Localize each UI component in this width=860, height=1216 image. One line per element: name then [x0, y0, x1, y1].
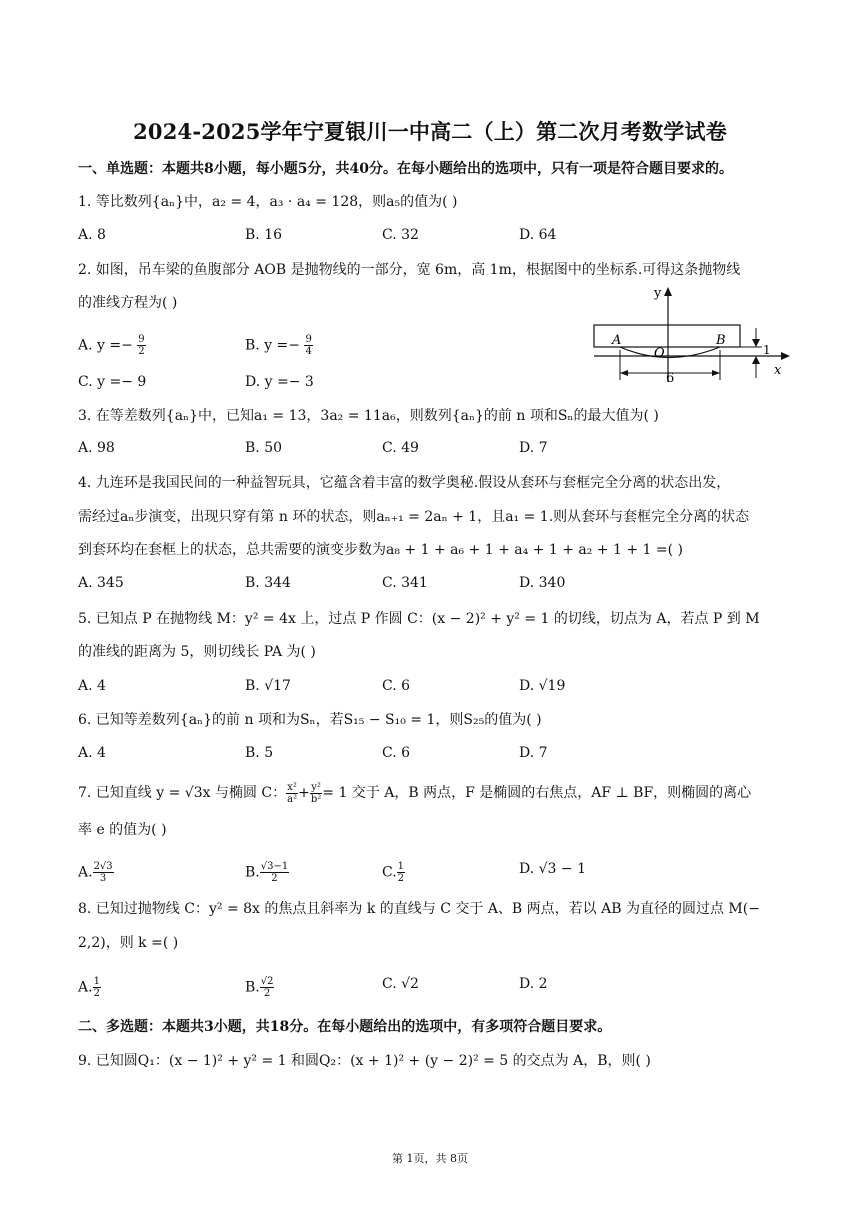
q1-option-b: B. 16 [245, 227, 283, 243]
question-4-line-2: 需经过aₙ步演变，出现只穿有第 n 环的状态，则aₙ₊₁ = 2aₙ + 1，且a₁ = 1.则从套环与套框完全分离的状态 [78, 509, 750, 525]
page-footer: 第 1页，共 8页 [392, 1152, 468, 1165]
q1-option-d: D. 64 [519, 227, 557, 243]
x-axis-arrow [781, 352, 790, 360]
q6-option-d: D. 7 [519, 745, 548, 761]
question-5-options [78, 678, 778, 700]
q3-option-d: D. 7 [519, 440, 548, 456]
q2-option-b-fraction: $\frac{9}{4}$ [305, 334, 312, 357]
q8-option-b: B. $\frac{√2}{2}$ [245, 976, 274, 999]
height-label: 1 [763, 343, 771, 357]
question-4-line-1: 4. 九连环是我国民间的一种益智玩具，它蕴含着丰富的数学奥秘.假设从套环与套框完全分离的状态出发， [78, 475, 731, 491]
question-9-stem: 9. 已知圆Q₁：(x − 1)² + y² = 1 和圆Q₂：(x + 1)² + (y − 2)² = 5 的交点为 A，B，则( ) [78, 1053, 651, 1069]
y-axis-label: y [654, 286, 662, 301]
question-2-stem-line-1: 2. 如图，吊车梁的鱼腹部分 AOB 是抛物线的一部分，宽 6m，高 1m，根据图中的坐标系.可得这条抛物线 [78, 262, 741, 278]
question-1-stem: 1. 等比数列{aₙ}中，a₂ = 4，a₃ · a₄ = 128，则a₅的值为( ) [78, 194, 458, 210]
q3-option-b: B. 50 [245, 440, 283, 456]
q7-x2-over-a2: $\frac{\text{x²}}{\text{a²}}$ [287, 781, 298, 805]
point-a-label: A [612, 333, 622, 348]
question-4-options [78, 575, 778, 597]
height-arrow-bottom [752, 356, 760, 364]
q3-option-a: A. 98 [78, 440, 115, 456]
page-title: 2024-2025学年宁夏银川一中高二（上）第二次月考数学试卷 [133, 119, 727, 144]
question-7-line-1: 7. 已知直线 y = √3x 与椭圆 C： $\frac{\text{x²}}{\text{a²}}$ + $\frac{\text{y²}}{\text{b²}}$ = 1 交于 A，B 两点，F 是椭圆的右焦点，AF ⊥ BF，则椭圆的离心 [78, 781, 752, 805]
q7-option-d: D. √3 − 1 [519, 861, 586, 877]
question-8-line-2: 2,2)，则 k =( ) [78, 935, 179, 951]
q2-option-b: B. y =− $\frac{9}{4}$ [245, 334, 312, 357]
q5-option-c: C. 6 [382, 678, 411, 694]
q2-option-a-fraction: $\frac{9}{2}$ [138, 334, 145, 357]
q7-option-b: B. $\frac{√3-1}{2}$ [245, 861, 289, 884]
q4-option-c: C. 341 [382, 575, 428, 591]
q8-option-c: C. √2 [382, 976, 419, 992]
q4-option-b: B. 344 [245, 575, 291, 591]
question-5-line-1: 5. 已知点 P 在抛物线 M：y² = 4x 上，过点 P 作圆 C：(x − 2)² + y² = 1 的切线，切点为 A，若点 P 到 M [78, 611, 760, 627]
question-6-options [78, 745, 778, 767]
q7-option-c: C. $\frac{1}{2}$ [382, 861, 405, 884]
q2-option-c: C. y =− 9 [78, 374, 147, 390]
question-7-options [78, 861, 778, 883]
question-3-options [78, 440, 778, 462]
question-7-line-2: 率 e 的值为( ) [78, 822, 167, 838]
question-5-line-2: 的准线的距离为 5，则切线长 PA 为( ) [78, 644, 316, 660]
width-label: 6 [666, 371, 675, 384]
origin-label: O [654, 346, 665, 361]
q5-option-a: A. 4 [78, 678, 106, 694]
width-arrow-right [712, 370, 720, 376]
q8-option-d: D. 2 [519, 976, 548, 992]
question-3-stem: 3. 在等差数列{aₙ}中，已知a₁ = 13，3a₂ = 11a₆，则数列{aₙ}的前 n 项和Sₙ的最大值为( ) [78, 408, 659, 424]
q6-option-a: A. 4 [78, 745, 106, 761]
question-8-options [78, 976, 778, 998]
q1-option-a: A. 8 [78, 227, 106, 243]
height-arrow-top [752, 339, 760, 347]
question-4-line-3: 到套环均在套框上的状态，总共需要的演变步数为a₈ + 1 + a₆ + 1 + a₄ + 1 + a₂ + 1 + 1 =( ) [78, 542, 683, 558]
q3-option-c: C. 49 [382, 440, 419, 456]
x-axis-label: x [774, 363, 782, 378]
q8-option-a: A. $\frac{1}{2}$ [78, 976, 100, 999]
q2-option-a: A. y =− $\frac{9}{2}$ [78, 334, 145, 357]
question-1-options [78, 227, 778, 249]
point-b-label: B [716, 333, 726, 348]
q5-option-d: D. √19 [519, 678, 566, 694]
section-multiple-choice-header: 二、多选题：本题共3小题，共18分。在每小题给出的选项中，有多项符合题目要求。 [78, 1019, 612, 1035]
question-8-line-1: 8. 已知过抛物线 C：y² = 8x 的焦点且斜率为 k 的直线与 C 交于 A、B 两点，若以 AB 为直径的圆过点 M(− [78, 901, 760, 917]
crane-beam-parabola-figure [590, 282, 790, 384]
section-single-choice-header: 一、单选题：本题共8小题，每小题5分，共40分。在每小题给出的选项中，只有一项是符合题目要求的。 [78, 161, 733, 177]
q5-option-b: B. √17 [245, 678, 291, 694]
q7-y2-over-b2: $\frac{\text{y²}}{\text{b²}}$ [310, 781, 322, 805]
q4-option-a: A. 345 [78, 575, 124, 591]
question-2-stem-line-2: 的准线方程为( ) [78, 295, 178, 311]
q4-option-d: D. 340 [519, 575, 566, 591]
q6-option-b: B. 5 [245, 745, 274, 761]
question-6-stem: 6. 已知等差数列{aₙ}的前 n 项和为Sₙ，若S₁₅ − S₁₀ = 1，则S₂₅的值为( ) [78, 712, 542, 728]
q2-option-d: D. y =− 3 [245, 374, 314, 390]
q7-option-a: A. $\frac{2√3}{3}$ [78, 861, 113, 884]
y-axis-arrow [664, 287, 672, 296]
q1-option-c: C. 32 [382, 227, 419, 243]
width-arrow-left [620, 370, 628, 376]
q6-option-c: C. 6 [382, 745, 411, 761]
